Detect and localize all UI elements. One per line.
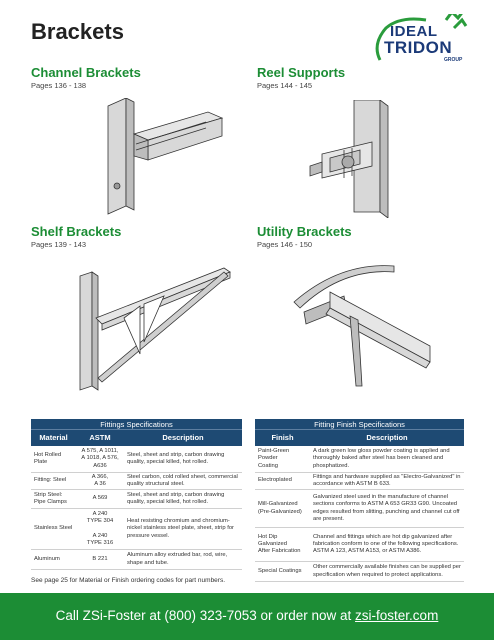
finish-cell xyxy=(255,446,310,472)
finish-cell-text: Paint-Green Powder Coating xyxy=(258,448,290,469)
table-row xyxy=(31,509,242,550)
astm-cell xyxy=(76,509,124,549)
page-title: Brackets xyxy=(31,19,124,44)
table-row xyxy=(31,550,242,570)
description-cell-text: Steel, sheet and strip, carbon drawing quality, special killed, hot rolled. xyxy=(127,491,225,505)
col-header-astm: ASTM xyxy=(89,433,111,442)
fittings-table-body xyxy=(31,446,242,570)
contact-footer xyxy=(0,593,494,640)
table-row xyxy=(255,473,464,490)
description-cell-text: Heat resisting chromium and chromium-nickel stainless steel plate, sheet, strip for pressure vessel. xyxy=(127,518,234,539)
footer-website-link[interactable]: zsi-foster.com xyxy=(355,608,439,623)
channel-brackets-pages: Pages 136 - 138 xyxy=(31,81,87,90)
finish-table-body xyxy=(255,446,464,582)
finish-description-cell xyxy=(310,528,464,561)
description-cell xyxy=(124,490,242,508)
col-header-finish: Finish xyxy=(271,433,294,442)
utility-brackets-title[interactable]: Utility Brackets xyxy=(257,224,352,239)
finish-description-cell-text: Channel and fittings which are hot dip galvanized after fabrication conform to one of the following specifications. ASTM A 123, ASTM A153, or ASTM A386. xyxy=(313,533,459,555)
finish-description-cell xyxy=(310,490,464,527)
col-header-finish-description: Description xyxy=(366,433,408,442)
footer-text: Call ZSi-Foster at (800) 323-7053 or order now at xyxy=(55,608,356,623)
astm-cell xyxy=(76,446,124,472)
astm-cell-text: B 221 xyxy=(92,555,108,562)
material-cell-text: Fitting: Steel xyxy=(34,477,67,484)
finish-cell xyxy=(255,490,310,527)
ideal-tridon-logo[interactable] xyxy=(366,14,470,66)
material-cell xyxy=(31,509,76,549)
description-cell-text: Steel, sheet and strip, carbon drawing quality, special killed, hot rolled. xyxy=(127,451,225,465)
table-row xyxy=(255,490,464,528)
logo-line-ideal: IDEAL xyxy=(390,23,438,40)
logo-line-group: GROUP xyxy=(444,57,463,63)
finish-table-title: Fitting Finish Specifications xyxy=(255,419,464,430)
finish-cell-text: Mill-Galvanized (Pre-Galvanized) xyxy=(258,501,302,515)
table-row xyxy=(31,473,242,490)
astm-cell-text: A 240 TYPE 304 A 240 TYPE 316 xyxy=(86,511,114,546)
material-cell-text: Stainless Steel xyxy=(34,525,73,532)
utility-brackets-pages: Pages 146 - 150 xyxy=(257,240,313,249)
astm-cell-text: A 366, A 36 xyxy=(91,473,109,487)
table-row xyxy=(255,446,464,473)
finish-description-cell-text: Fittings and hardware supplied as "Electro-Galvanized" in accordance with ASTM B 633. xyxy=(313,473,461,487)
reel-supports-pages: Pages 144 - 145 xyxy=(257,81,313,90)
finish-cell-text: Hot Dip Galvanized After Fabrication xyxy=(258,533,301,555)
finish-description-cell xyxy=(310,446,464,472)
col-header-description: Description xyxy=(162,433,204,442)
table-row xyxy=(31,490,242,509)
material-cell-text: Hot Rolled Plate xyxy=(34,451,62,465)
astm-cell xyxy=(76,550,124,569)
material-cell xyxy=(31,550,76,569)
table-row xyxy=(31,446,242,473)
logo-line-tridon: TRIDON xyxy=(384,38,453,57)
finish-cell xyxy=(255,528,310,561)
description-cell xyxy=(124,509,242,549)
shelf-brackets-title[interactable]: Shelf Brackets xyxy=(31,224,122,239)
finish-description-cell-text: Galvanized steel used in the manufacture of channel sections conforms to ASTM A 653 GR33 G90. Uncoated edges resulted from slitting, punching and channel cut off are present. xyxy=(313,494,460,522)
reel-support-illustration xyxy=(300,100,430,218)
finish-description-cell-text: A dark green low gloss powder coating is applied and thoroughly baked after steel has been cleaned and phosphatized. xyxy=(313,448,450,469)
table-row xyxy=(255,528,464,562)
astm-cell-text: A 569 xyxy=(92,495,108,502)
shelf-brackets-pages: Pages 139 - 143 xyxy=(31,240,87,249)
finish-cell xyxy=(255,473,310,489)
material-cell-text: Aluminum xyxy=(34,555,60,562)
channel-brackets-title[interactable]: Channel Brackets xyxy=(31,65,141,80)
description-cell xyxy=(124,473,242,489)
finish-description-cell xyxy=(310,562,464,581)
utility-bracket-illustration xyxy=(290,262,440,392)
finish-description-cell xyxy=(310,473,464,489)
description-cell-text: Aluminum alloy extruded bar, rod, wire, shape and tube. xyxy=(127,552,228,566)
material-cell-text: Strip Steel: Pipe Clamps xyxy=(34,491,67,505)
finish-cell xyxy=(255,562,310,581)
astm-cell-text: A 575, A 1011, A 1018, A 576, A636 xyxy=(81,448,119,469)
col-header-material: Material xyxy=(39,433,68,442)
footnote: See page 25 for Material or Finish ordering codes for part numbers. xyxy=(31,577,226,584)
material-cell xyxy=(31,446,76,472)
material-cell xyxy=(31,473,76,489)
astm-cell xyxy=(76,473,124,489)
material-cell xyxy=(31,490,76,508)
reel-supports-title[interactable]: Reel Supports xyxy=(257,65,346,80)
astm-cell xyxy=(76,490,124,508)
finish-specifications-table xyxy=(255,419,464,582)
finish-cell-text: Electroplated xyxy=(258,477,292,484)
channel-bracket-illustration xyxy=(96,98,226,216)
description-cell xyxy=(124,446,242,472)
description-cell xyxy=(124,550,242,569)
table-row xyxy=(255,562,464,582)
shelf-bracket-illustration xyxy=(74,258,234,393)
finish-cell-text: Special Coatings xyxy=(258,567,302,574)
fittings-specifications-table xyxy=(31,419,242,570)
description-cell-text: Steel carbon, cold rolled sheet, commercial quality structural steel. xyxy=(127,473,238,487)
finish-description-cell-text: Other commercially available finishes can be supplied per specification when required to protect applications. xyxy=(313,564,461,578)
fittings-table-title: Fittings Specifications xyxy=(31,419,242,430)
